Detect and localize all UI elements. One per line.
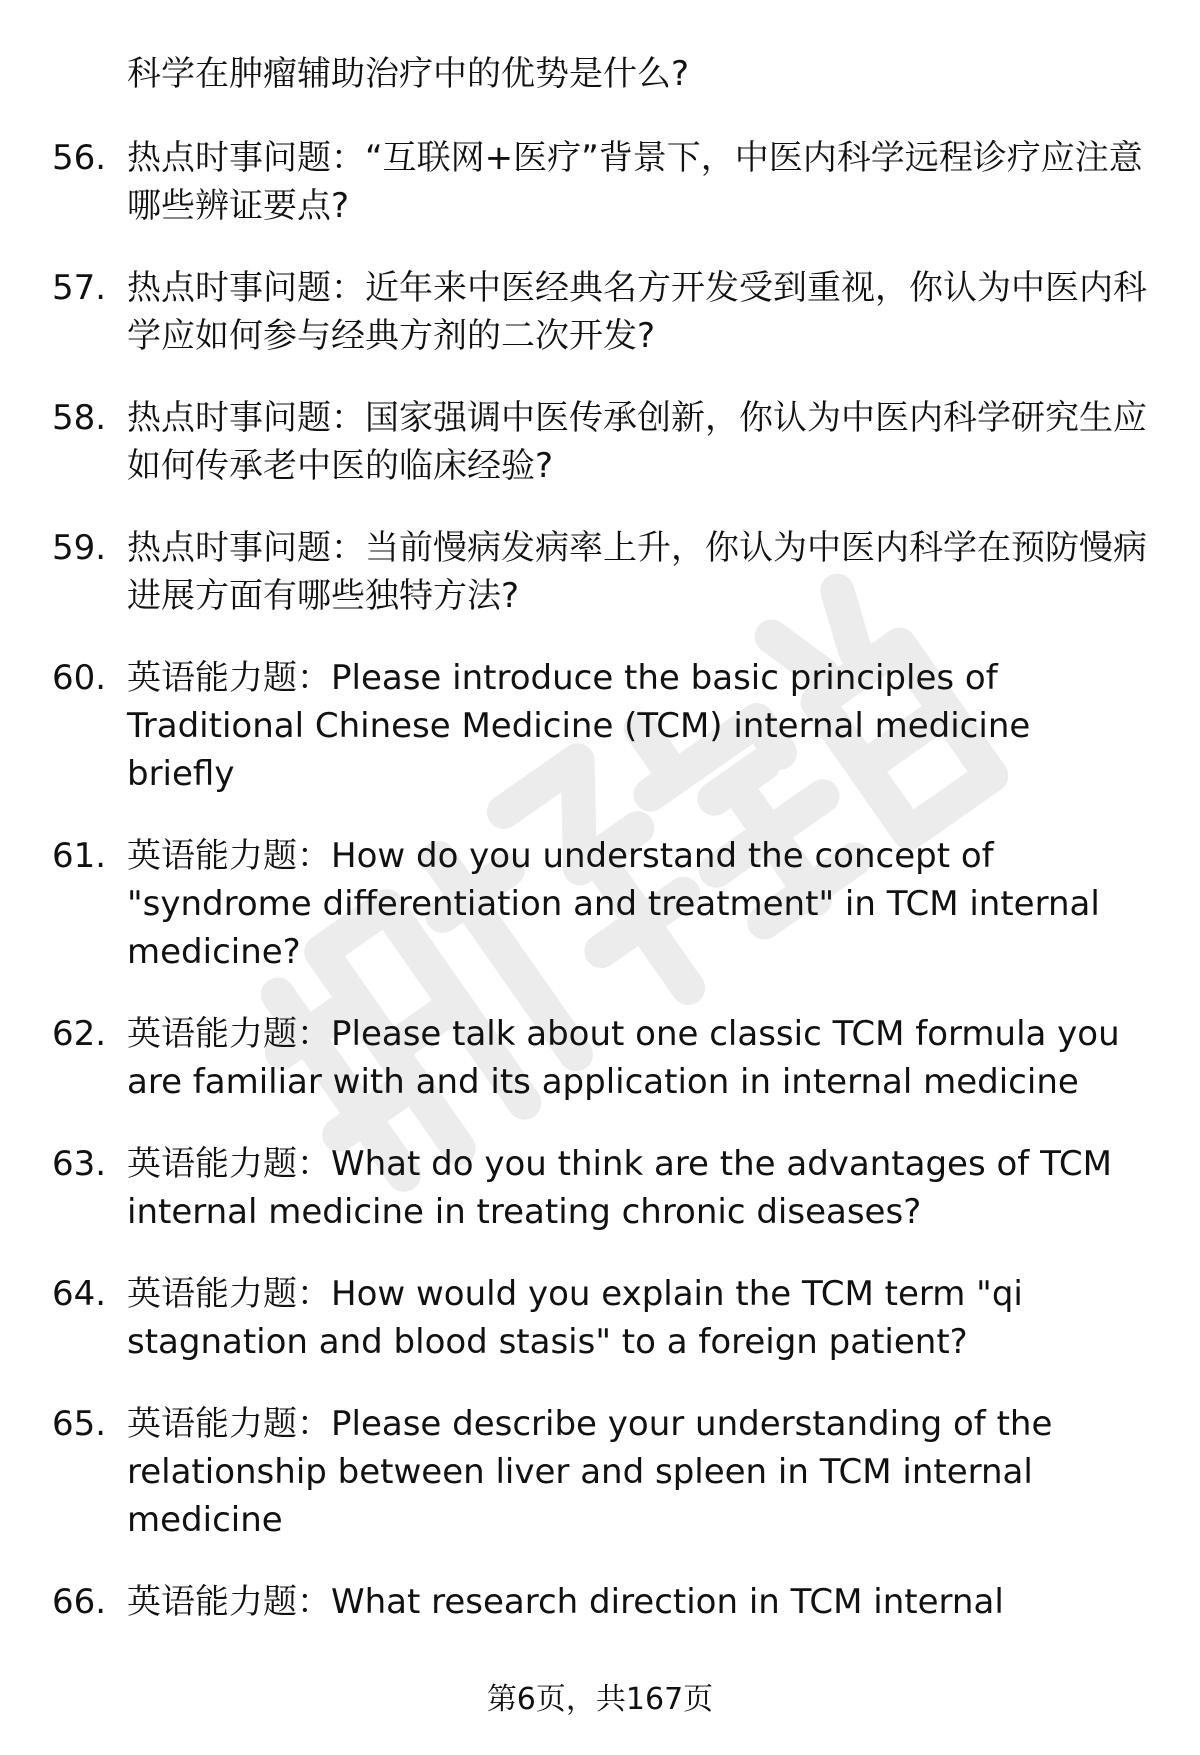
- continued-question-text: 科学在肿瘤辅助治疗中的优势是什么?: [127, 54, 690, 94]
- question-text: 英语能力题：How do you understand the concept of "syndrome differentiation and treatment" in TCM internal medicine?: [127, 836, 1100, 972]
- question-text: 英语能力题：How would you explain the TCM term "qi stagnation and blood stasis" to a foreign patient?: [127, 1274, 1023, 1362]
- list-item: [0, 1400, 1200, 1544]
- question-number: 64.: [52, 1274, 107, 1314]
- question-text: 英语能力题：What research direction in TCM internal: [127, 1582, 1004, 1622]
- question-number: 63.: [52, 1144, 107, 1184]
- question-number: 61.: [52, 836, 107, 876]
- list-item: [0, 1140, 1200, 1236]
- question-number: 65.: [52, 1404, 107, 1444]
- page-footer: 第6页，共167页: [486, 1682, 714, 1717]
- question-number: 56.: [52, 138, 107, 178]
- question-text: 英语能力题：Please introduce the basic principles of Traditional Chinese Medicine (TCM) internal medicine briefly: [127, 658, 1031, 794]
- question-number: 59.: [52, 528, 107, 568]
- question-number: 60.: [52, 658, 107, 698]
- question-number: 66.: [52, 1582, 107, 1622]
- question-text: 热点时事问题：当前慢病发病率上升，你认为中医内科学在预防慢病进展方面有哪些独特方法?: [127, 528, 1147, 616]
- question-text: 热点时事问题：“互联网+医疗”背景下，中医内科学远程诊疗应注意哪些辨证要点?: [127, 138, 1143, 226]
- question-number: 62.: [52, 1014, 107, 1054]
- question-number: 57.: [52, 268, 107, 308]
- question-text: 英语能力题：What do you think are the advantages of TCM internal medicine in treating chronic diseases?: [127, 1144, 1112, 1232]
- question-text: 英语能力题：Please describe your understanding of the relationship between liver and spleen in TCM internal medicine: [127, 1404, 1053, 1540]
- list-item: [0, 264, 1200, 360]
- list-item: [0, 654, 1200, 798]
- question-number: 58.: [52, 398, 107, 438]
- question-text: 热点时事问题：国家强调中医传承创新，你认为中医内科学研究生应如何传承老中医的临床经验?: [127, 398, 1147, 486]
- list-item: [0, 394, 1200, 490]
- list-item: [0, 832, 1200, 976]
- list-item: [0, 134, 1200, 230]
- list-item: [0, 1010, 1200, 1106]
- list-item: [0, 1578, 1200, 1626]
- list-item: [0, 1270, 1200, 1366]
- question-text: 英语能力题：Please talk about one classic TCM formula you are familiar with and its application in internal medicine: [127, 1014, 1120, 1102]
- question-text: 热点时事问题：近年来中医经典名方开发受到重视，你认为中医内科学应如何参与经典方剂的二次开发?: [127, 268, 1147, 356]
- question-list: [0, 50, 1200, 1660]
- list-item: [0, 524, 1200, 620]
